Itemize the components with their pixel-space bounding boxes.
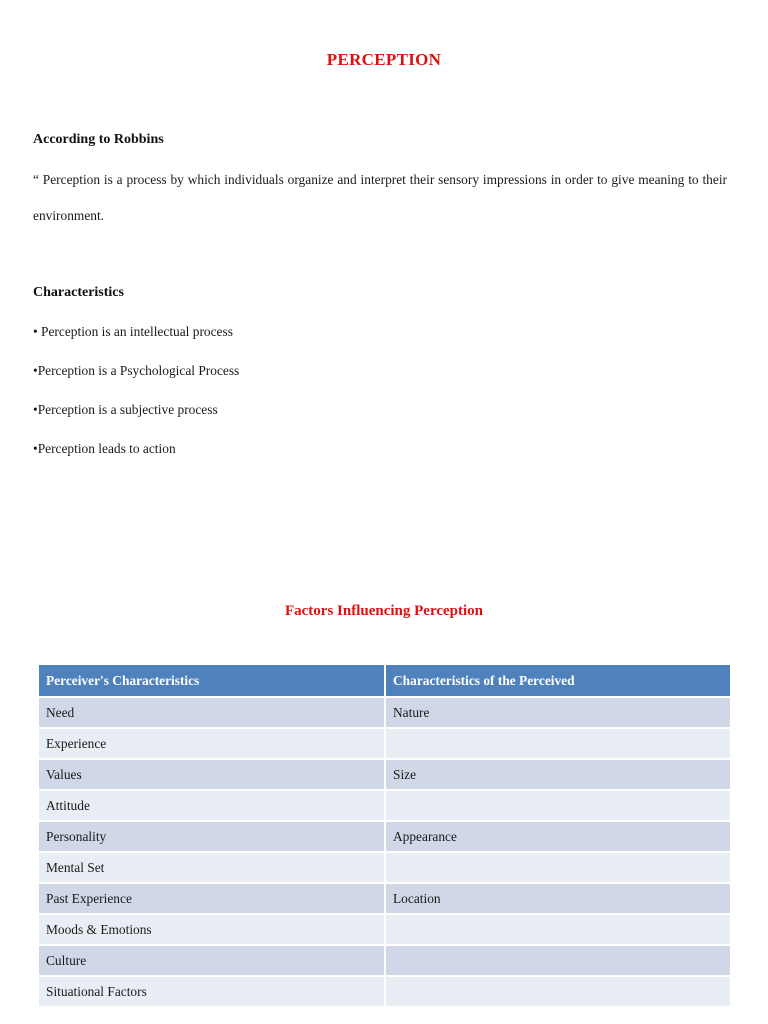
- characteristics-heading: Characteristics: [33, 285, 124, 300]
- table-cell: Size: [386, 760, 730, 791]
- table-cell: [386, 791, 730, 822]
- table-row: [39, 915, 730, 946]
- table-cell: [386, 977, 730, 1008]
- table-row: [39, 729, 730, 760]
- table-cell: [386, 946, 730, 977]
- table-cell: Experience: [39, 729, 386, 760]
- table-cell: Appearance: [386, 822, 730, 853]
- table-row: [39, 977, 730, 1008]
- table-row: [39, 884, 730, 915]
- table-row: [39, 822, 730, 853]
- table-row: [39, 946, 730, 977]
- table-cell: [386, 915, 730, 946]
- according-heading: According to Robbins: [33, 132, 164, 147]
- list-item: •Perception leads to action: [33, 441, 176, 456]
- table-cell: [386, 729, 730, 760]
- definition-paragraph: “ Perception is a process by which individuals organize and interpret their sensory impressions in order to give meaning to their environment.: [33, 172, 727, 223]
- table-cell: Situational Factors: [39, 977, 386, 1008]
- table-row: [39, 760, 730, 791]
- table-cell: Location: [386, 884, 730, 915]
- table-cell: Nature: [386, 698, 730, 729]
- table-row: [39, 698, 730, 729]
- table-cell: [386, 853, 730, 884]
- list-item: • Perception is an intellectual process: [33, 324, 233, 339]
- factors-table: [39, 665, 730, 1008]
- list-item: •Perception is a subjective process: [33, 402, 218, 417]
- page-title: PERCEPTION: [326, 50, 442, 69]
- table-header-row: [39, 665, 730, 698]
- factors-title: Factors Influencing Perception: [284, 603, 484, 619]
- table-header-cell: Characteristics of the Perceived: [386, 665, 730, 698]
- table-cell: Personality: [39, 822, 386, 853]
- table-row: [39, 853, 730, 884]
- table-cell: Culture: [39, 946, 386, 977]
- list-item: •Perception is a Psychological Process: [33, 363, 240, 378]
- characteristics-list: [33, 320, 239, 476]
- table-cell: Moods & Emotions: [39, 915, 386, 946]
- table-cell: Need: [39, 698, 386, 729]
- table-cell: Attitude: [39, 791, 386, 822]
- table-cell: Mental Set: [39, 853, 386, 884]
- table-cell: Values: [39, 760, 386, 791]
- table-row: [39, 791, 730, 822]
- table-header-cell: Perceiver's Characteristics: [39, 665, 386, 698]
- table-cell: Past Experience: [39, 884, 386, 915]
